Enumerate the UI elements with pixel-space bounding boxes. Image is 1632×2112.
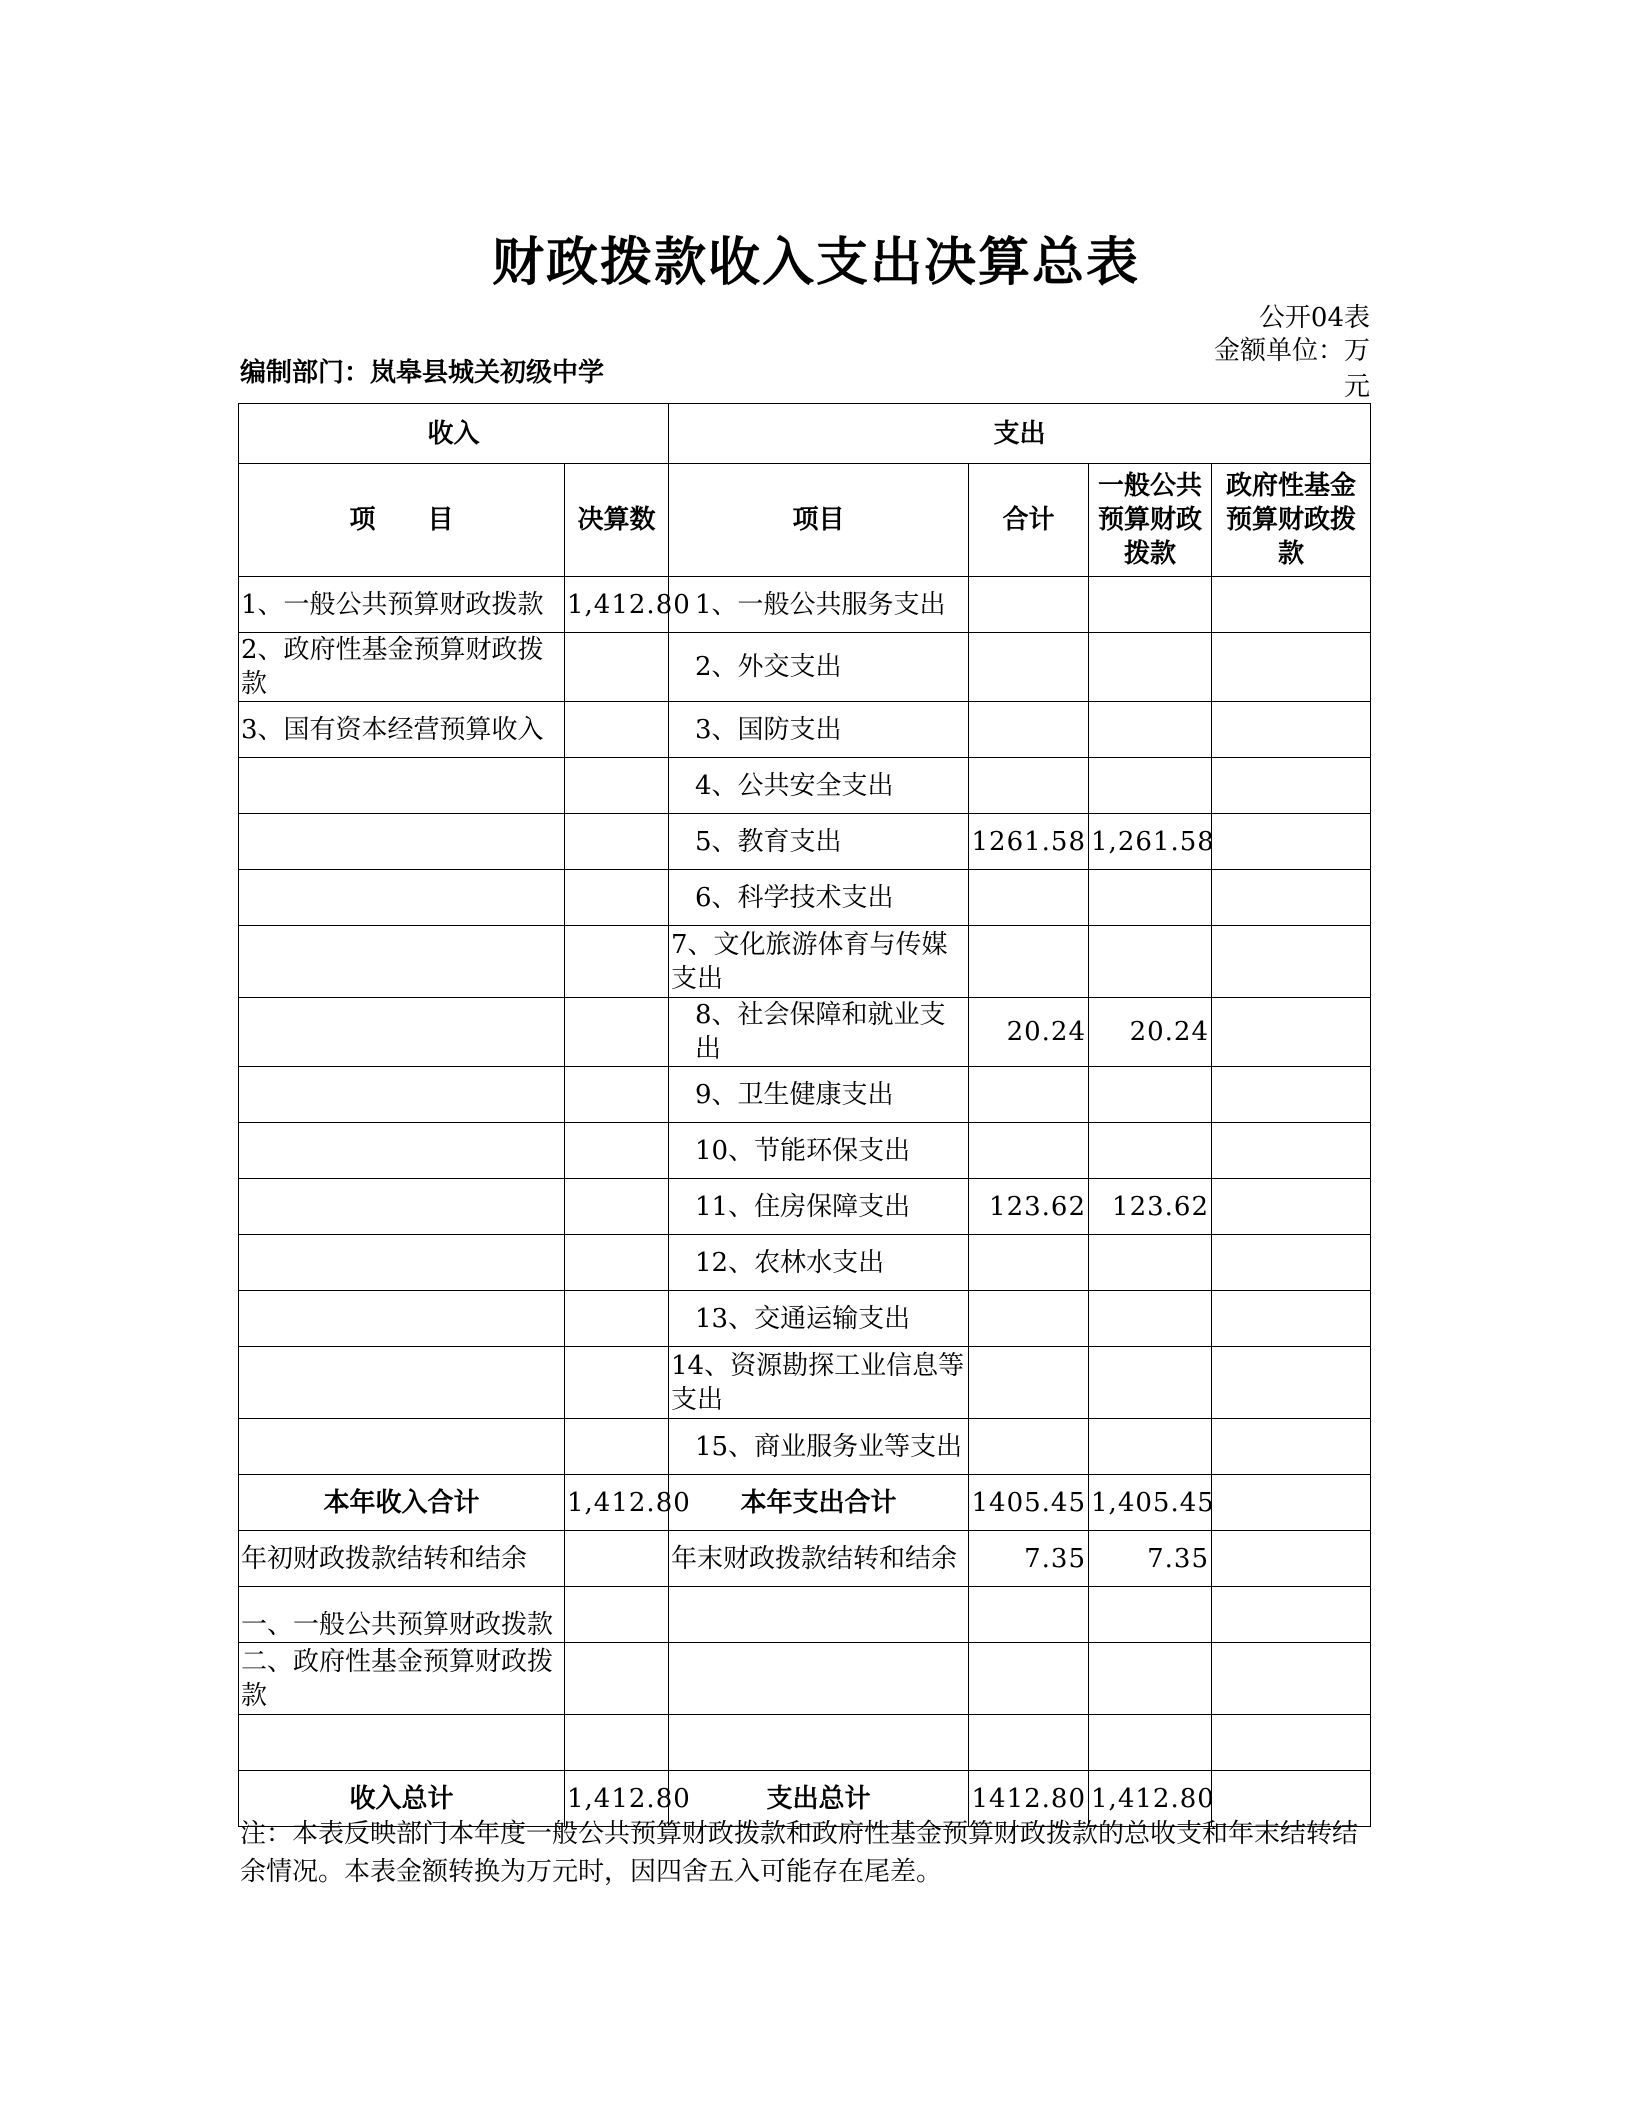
year-expense-total-label: 本年支出合计 [669,1475,969,1531]
income-amount-cell [565,870,669,926]
empty-cell [669,1587,969,1643]
general-budget-cell [1089,1235,1212,1291]
expense-item-cell: 7、文化旅游体育与传媒支出 [669,926,969,998]
total-cell [969,1067,1089,1123]
income-amount-cell [565,1291,669,1347]
expense-item-cell: 14、资源勘探工业信息等支出 [669,1347,969,1419]
table-row [239,814,1371,870]
income-amount-cell [565,758,669,814]
empty-cell [669,1643,969,1715]
empty-cell [969,1643,1089,1715]
income-item-header: 项 目 [239,464,565,577]
year-income-total-amount: 1,412.80 [565,1475,669,1531]
empty-cell [1089,1587,1212,1643]
table-row [239,1235,1371,1291]
table-row [239,1123,1371,1179]
expense-item-cell: 2、外交支出 [669,633,969,702]
expense-item-cell: 15、商业服务业等支出 [669,1419,969,1475]
general-budget-cell [1089,1291,1212,1347]
grand-expense-total-cell: 1412.80 [969,1771,1089,1827]
grand-income-total-label: 收入总计 [239,1771,565,1827]
expense-item-cell: 5、教育支出 [669,814,969,870]
income-item-cell [239,1179,565,1235]
income-amount-cell [565,1419,669,1475]
income-amount-cell [565,814,669,870]
finance-table [238,403,1371,1827]
expense-header: 支出 [669,404,1371,464]
fund-budget-cell [1212,1235,1371,1291]
year-income-total-label: 本年收入合计 [239,1475,565,1531]
fund-budget-cell [1212,814,1371,870]
header-row-1 [239,404,1371,464]
income-item-cell [239,1235,565,1291]
table-row [239,926,1371,998]
year-expense-total-cell: 1405.45 [969,1475,1089,1531]
income-amount-cell [565,1067,669,1123]
fund-budget-cell [1212,702,1371,758]
total-cell [969,1291,1089,1347]
general-budget-cell [1089,758,1212,814]
fund-budget-cell [1212,870,1371,926]
income-amount-cell [565,1347,669,1419]
income-item-cell [239,1067,565,1123]
empty-cell [1212,1587,1371,1643]
fund-budget-cell [1212,1291,1371,1347]
table-row [239,1291,1371,1347]
form-number: 公开04表 [1258,303,1370,333]
total-header: 合计 [969,464,1089,577]
table-row [239,870,1371,926]
table-row [239,1179,1371,1235]
fund-budget-cell [1212,577,1371,633]
carryover-item-label: 一、一般公共预算财政拨款 [239,1587,565,1643]
income-amount-cell [565,1123,669,1179]
income-amount-cell [565,702,669,758]
income-item-cell: 1、一般公共预算财政拨款 [239,577,565,633]
fund-budget-cell [1212,926,1371,998]
income-item-cell [239,1347,565,1419]
fund-budget-cell [1212,1179,1371,1235]
empty-cell [565,1715,669,1771]
income-amount-cell [565,1235,669,1291]
empty-cell [1089,1715,1212,1771]
income-item-cell [239,1123,565,1179]
total-cell [969,1419,1089,1475]
carryover-general-cell: 7.35 [1089,1531,1212,1587]
general-budget-cell: 1,261.58 [1089,814,1212,870]
expense-item-cell: 6、科学技术支出 [669,870,969,926]
general-budget-cell [1089,1123,1212,1179]
empty-cell [1212,1643,1371,1715]
general-budget-cell [1089,926,1212,998]
income-amount-cell: 1,412.80 [565,577,669,633]
empty-cell [239,1715,565,1771]
general-budget-cell [1089,1419,1212,1475]
fund-budget-header: 政府性基金预算财政拨款 [1212,464,1371,577]
expense-item-cell: 13、交通运输支出 [669,1291,969,1347]
income-amount-cell [565,998,669,1067]
grand-expense-general-cell: 1,412.80 [1089,1771,1212,1827]
carryover-row [239,1531,1371,1587]
total-cell [969,1123,1089,1179]
income-item-cell [239,998,565,1067]
carryover-item-label: 二、政府性基金预算财政拨款 [239,1643,565,1715]
carryover-income-label: 年初财政拨款结转和结余 [239,1531,565,1587]
fund-budget-cell [1212,998,1371,1067]
table-row [239,1419,1371,1475]
general-budget-cell [1089,870,1212,926]
income-item-cell [239,1291,565,1347]
year-expense-general-cell: 1,405.45 [1089,1475,1212,1531]
expense-item-cell: 12、农林水支出 [669,1235,969,1291]
expense-item-cell: 9、卫生健康支出 [669,1067,969,1123]
year-total-row [239,1475,1371,1531]
carryover-item-row [239,1643,1371,1715]
table-row [239,577,1371,633]
total-cell: 1261.58 [969,814,1089,870]
general-budget-cell [1089,1067,1212,1123]
income-amount-cell [565,1179,669,1235]
header-row-2 [239,464,1371,577]
total-cell [969,926,1089,998]
table-row [239,1347,1371,1419]
final-amount-header: 决算数 [565,464,669,577]
general-budget-cell: 20.24 [1089,998,1212,1067]
income-item-cell [239,870,565,926]
carryover-total-cell: 7.35 [969,1531,1089,1587]
fund-budget-cell [1212,1067,1371,1123]
income-amount-cell [565,633,669,702]
general-budget-cell [1089,1347,1212,1419]
total-cell [969,758,1089,814]
total-cell: 123.62 [969,1179,1089,1235]
income-item-cell [239,814,565,870]
income-header: 收入 [239,404,669,464]
table-row [239,758,1371,814]
year-expense-fund-cell [1212,1475,1371,1531]
general-budget-header: 一般公共预算财政拨款 [1089,464,1212,577]
department-label: 编制部门：岚皋县城关初级中学 [240,358,605,388]
expense-item-cell: 1、一般公共服务支出 [669,577,969,633]
general-budget-cell [1089,577,1212,633]
general-budget-cell [1089,633,1212,702]
empty-cell [969,1715,1089,1771]
income-item-cell: 3、国有资本经营预算收入 [239,702,565,758]
expense-item-cell: 10、节能环保支出 [669,1123,969,1179]
income-amount-cell [565,926,669,998]
income-item-cell [239,926,565,998]
fund-budget-cell [1212,1123,1371,1179]
expense-item-cell: 3、国防支出 [669,702,969,758]
table-row [239,633,1371,702]
amount-unit: 金额单位：万元 [1213,336,1370,402]
total-cell [969,1347,1089,1419]
fund-budget-cell [1212,758,1371,814]
general-budget-cell: 123.62 [1089,1179,1212,1235]
total-cell [969,577,1089,633]
empty-cell [565,1587,669,1643]
table-row [239,702,1371,758]
grand-expense-total-label: 支出总计 [669,1771,969,1827]
total-cell [969,1235,1089,1291]
income-item-cell: 2、政府性基金预算财政拨款 [239,633,565,702]
total-cell [969,870,1089,926]
empty-cell [1212,1715,1371,1771]
expense-item-cell: 8、社会保障和就业支出 [669,998,969,1067]
fund-budget-cell [1212,633,1371,702]
fund-budget-cell [1212,1347,1371,1419]
table-row [239,1067,1371,1123]
expense-item-cell: 4、公共安全支出 [669,758,969,814]
total-cell [969,702,1089,758]
fund-budget-cell [1212,1419,1371,1475]
carryover-expense-label: 年末财政拨款结转和结余 [669,1531,969,1587]
blank-row [239,1715,1371,1771]
total-cell [969,633,1089,702]
page-title: 财政拨款收入支出决算总表 [491,232,1140,293]
table-row [239,998,1371,1067]
total-cell: 20.24 [969,998,1089,1067]
empty-cell [1089,1643,1212,1715]
carryover-fund-cell [1212,1531,1371,1587]
empty-cell [669,1715,969,1771]
expense-item-cell: 11、住房保障支出 [669,1179,969,1235]
empty-cell [565,1643,669,1715]
grand-income-total-amount: 1,412.80 [565,1771,669,1827]
carryover-income-amount [565,1531,669,1587]
general-budget-cell [1089,702,1212,758]
income-item-cell [239,1419,565,1475]
carryover-item-row [239,1587,1371,1643]
footnote: 注：本表反映部门本年度一般公共预算财政拨款和政府性基金预算财政拨款的总收支和年末结转结余情况。本表金额转换为万元时，因四舍五入可能存在尾差。 [240,1819,1359,1887]
income-item-cell [239,758,565,814]
empty-cell [969,1587,1089,1643]
expense-item-header: 项目 [669,464,969,577]
